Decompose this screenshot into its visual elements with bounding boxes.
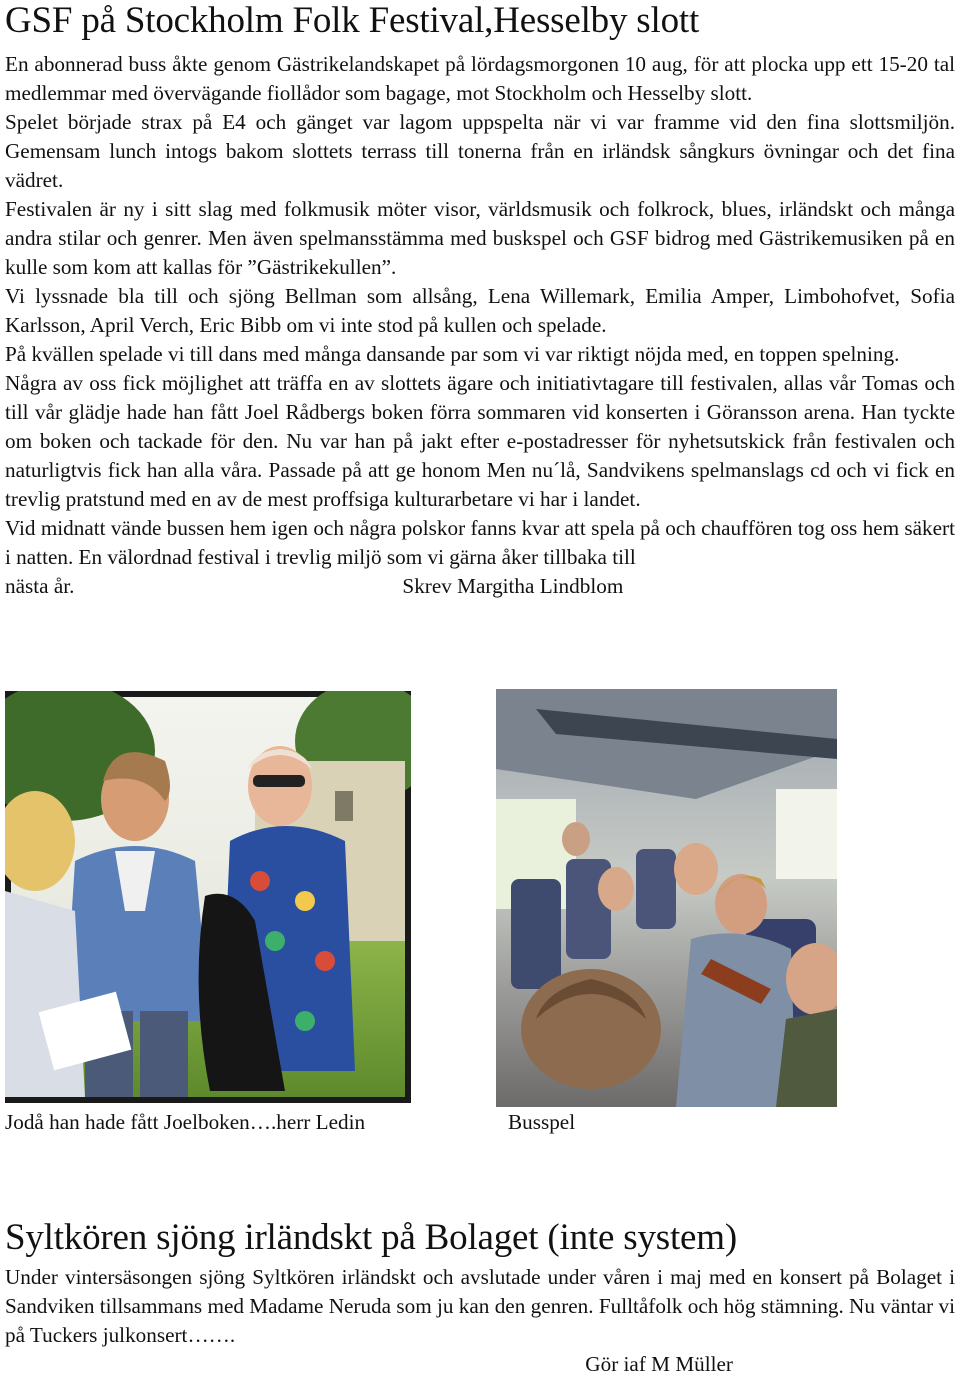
caption-right-photo: Busspel (508, 1110, 576, 1134)
paragraph: Festivalen är ny i sitt slag med folkmusik möter visor, världsmusik och folkrock, blues, irländskt och många andra stilar och genrer. Men även spelmansstämma med buskspel och GSF bidrog med Gästrikemusiken på en kulle som kom att kallas för ”Gästrikekullen”. (5, 197, 955, 279)
article-title: GSF på Stockholm Folk Festival,Hesselby slott (5, 0, 700, 41)
paragraph: Under vintersäsongen sjöng Syltkören irländskt och avslutade under våren i maj med en konsert på Bolaget i Sandviken tillsammans med Madame Neruda som ju kan den genren. Fulltåfolk och hög stämning. Nu väntar vi på Tuckers julkonsert……. (5, 1265, 955, 1347)
article-festival (5, 0, 955, 601)
paragraph: Spelet började strax på E4 och gänget var lagom uppspelta när vi var framme vid den fina slottsmiljön. Gemensam lunch intogs bakom slottets terrass till tonerna från en irländsk sångkurs övningar och det fina vädret. (5, 110, 955, 192)
photo-bus-playing (496, 689, 837, 1107)
paragraph: På kvällen spelade vi till dans med många dansande par som vi var riktigt nöjda med, en toppen spelning. (5, 342, 900, 366)
article-body (5, 50, 955, 572)
signature-line (5, 572, 955, 601)
photo-festival-meeting (5, 691, 411, 1103)
caption-left-photo: Jodå han hade fått Joelboken….herr Ledin (5, 1110, 366, 1134)
author-signature: Skrev Margitha Lindblom (402, 574, 624, 598)
paragraph: Vi lyssnade bla till och sjöng Bellman som allsång, Lena Willemark, Emilia Amper, Limbohofvet, Sofia Karlsson, April Verch, Eric Bibb om vi inte stod på kullen och spelade. (5, 284, 955, 337)
paragraph: En abonnerad buss åkte genom Gästrikelandskapet på lördagsmorgonen 10 aug, för att plocka upp ett 15-20 tal medlemmar med övervägande fiollådor som bagage, mot Stockholm och Hesselby slott. (5, 52, 955, 105)
article-body (5, 1263, 955, 1350)
author-signature: Gör iaf M Müller (585, 1352, 733, 1376)
article-syltkoren (5, 1215, 955, 1379)
paragraph: Vid midnatt vände bussen hem igen och några polskor fanns kvar att spela på och chauffören tog oss hem säkert i natten. En välordnad festival i trevlig miljö som vi gärna åker tillbaka till (5, 516, 955, 569)
last-line: nästa år. (5, 574, 75, 598)
paragraph: Några av oss fick möjlighet att träffa en av slottets ägare och initiativtagare till festivalen, allas vår Tomas och till vår glädje hade han fått Joel Rådbergs boken förra sommaren vid konserten i Göransson arena. Han tyckte om boken och tackade för den. Nu var han på jakt efter e-postadresser för nyhetsutskick från festivalen och naturligtvis fick han alla våra. Passade på att ge honom Men nu´lå, Sandvikens spelmanslags cd och vi fick en trevlig pratstund med en av de mest proffsiga kulturarbetare vi har i landet. (5, 371, 955, 511)
article-title: Syltkören sjöng irländskt på Bolaget (inte system) (5, 1217, 737, 1258)
